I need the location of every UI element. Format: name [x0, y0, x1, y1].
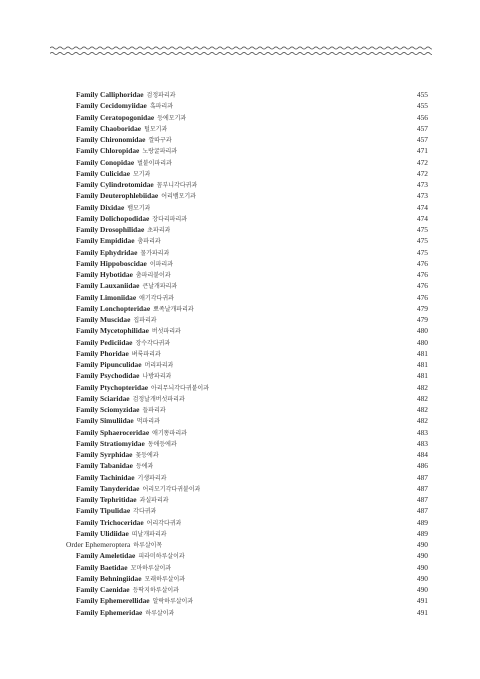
toc-korean-name: 장수각다귀과: [135, 339, 171, 347]
toc-page-number: 455: [416, 101, 428, 111]
toc-latin-name: Family Chloropidae: [76, 146, 140, 156]
toc-korean-name: 검정날개버섯파리과: [132, 395, 185, 403]
toc-page-number: 490: [416, 562, 428, 572]
toc-page-number: 489: [416, 528, 428, 538]
toc-family-row: [66, 202, 428, 213]
toc-family-row: [66, 607, 428, 618]
toc-latin-name: Family Tipulidae: [76, 506, 131, 516]
toc-korean-name: 모래하루살이과: [144, 575, 186, 583]
toc-latin-name: Family Hippoboscidae: [76, 258, 147, 268]
toc-latin-name: Family Empididae: [76, 236, 135, 246]
toc-latin-name: Family Baetidae: [76, 562, 128, 572]
toc-korean-name: 이파리과: [149, 260, 174, 268]
toc-page-number: 487: [416, 483, 428, 493]
toc-korean-name: 하루살이과: [145, 609, 175, 617]
toc-page-number: 456: [416, 112, 428, 122]
toc-latin-name: Family Behningiidae: [76, 573, 142, 583]
toc-page-number: 472: [416, 157, 428, 167]
decorative-wave-border: [50, 44, 432, 58]
toc-family-row: [66, 89, 428, 100]
toc-family-row: [66, 224, 428, 235]
toc-latin-name: Family Stratiomyidae: [76, 438, 145, 448]
toc-family-row: [66, 145, 428, 156]
toc-korean-name: 등딱지하루살이과: [132, 587, 179, 594]
toc-korean-name: 뱀모기과: [127, 204, 151, 212]
toc-page-number: 475: [416, 236, 428, 246]
toc-korean-name: 하루살이목: [133, 542, 163, 549]
toc-korean-name: 동애등에과: [147, 440, 177, 448]
toc-family-row: [66, 269, 428, 280]
toc-family-row: [66, 258, 428, 269]
toc-page-number: 487: [416, 495, 428, 504]
toc-family-row: [66, 303, 428, 314]
toc-latin-name: Family Muscidae: [76, 315, 131, 324]
toc-latin-name: Family Trichoceridae: [76, 517, 144, 527]
toc-page-number: 481: [416, 348, 428, 358]
toc-latin-name: Family Culicidae: [76, 168, 130, 178]
toc-page-number: 491: [416, 607, 428, 617]
toc-family-row: [66, 168, 428, 179]
toc-korean-name: 들파리과: [142, 407, 166, 414]
toc-korean-name: 어리모기각다귀붙이과: [142, 485, 201, 493]
toc-family-row: [66, 550, 428, 561]
toc-korean-name: 깔따구과: [148, 137, 172, 144]
toc-korean-name: 꼼부니각다귀과: [156, 182, 198, 189]
toc-latin-name: Family Dolichopodidae: [76, 213, 150, 223]
toc-korean-name: 어리뱀모기과: [161, 193, 196, 201]
toc-korean-name: 털모기과: [144, 125, 168, 133]
toc-page-number: 482: [416, 405, 428, 414]
toc-page-number: 487: [416, 472, 428, 482]
toc-korean-name: 장다리파리과: [152, 215, 188, 223]
toc-korean-name: 큰날개파리과: [142, 283, 178, 291]
toc-family-row: [66, 438, 428, 449]
toc-page-number: 476: [416, 258, 428, 268]
toc-family-row: [66, 573, 428, 584]
toc-family-row: [66, 325, 428, 336]
toc-entry-name: [66, 607, 174, 619]
toc-family-row: [66, 415, 428, 426]
toc-family-row: [66, 595, 428, 606]
toc-latin-name: Family Sciaridae: [76, 393, 130, 403]
toc-page-number: 476: [416, 292, 428, 302]
toc-latin-name: Family Chaoboridae: [76, 123, 142, 133]
toc-page-number: 489: [416, 517, 428, 527]
toc-page-number: 479: [416, 315, 428, 324]
toc-latin-name: Family Mycetophilidae: [76, 326, 149, 336]
toc-latin-name: Family Phoridae: [76, 348, 129, 358]
toc-korean-name: 벌붙이파리과: [137, 159, 172, 167]
toc-latin-name: Order Ephemeroptera: [66, 540, 131, 549]
toc-page-number: 484: [416, 450, 428, 459]
toc-family-row: [66, 449, 428, 460]
toc-latin-name: Family Pipunculidae: [76, 360, 142, 369]
toc-korean-name: 애기각다귀과: [139, 294, 174, 302]
toc-korean-name: 먹파리과: [136, 418, 160, 426]
toc-korean-name: 띠날개파리과: [131, 530, 167, 538]
toc-latin-name: Family Cecidomyiidae: [76, 101, 147, 111]
toc-family-row: [66, 157, 428, 168]
toc-family-row: [66, 348, 428, 359]
toc-korean-name: 피라미하루살이과: [138, 553, 185, 561]
toc-korean-name: 물가파리과: [140, 249, 170, 257]
toc-page-number: 481: [416, 360, 428, 369]
toc-page-number: 481: [416, 371, 428, 381]
toc-family-row: [66, 247, 428, 258]
toc-latin-name: Family Cylindrotomidae: [76, 180, 154, 189]
toc-page-number: 476: [416, 281, 428, 291]
toc-latin-name: Family Hybotidae: [76, 270, 133, 279]
toc-korean-name: 알락하루살이과: [152, 598, 194, 606]
toc-family-row: [66, 517, 428, 528]
toc-family-row: [66, 292, 428, 303]
toc-latin-name: Family Ephemerellidae: [76, 596, 150, 606]
toc-page-number: 482: [416, 393, 428, 403]
toc-family-row: [66, 505, 428, 516]
toc-korean-name: 각다귀과: [133, 508, 157, 516]
toc-page-number: 474: [416, 213, 428, 223]
toc-page-number: 482: [416, 382, 428, 392]
toc-page-number: 475: [416, 225, 428, 234]
toc-latin-name: Family Syrphidae: [76, 450, 133, 459]
toc-page-number: 487: [416, 506, 428, 516]
toc-family-row: [66, 337, 428, 348]
toc-latin-name: Family Dixidae: [76, 202, 125, 212]
toc-korean-name: 노랑굴파리과: [142, 148, 178, 156]
toc-page-number: 491: [416, 596, 428, 606]
toc-family-row: [66, 483, 428, 494]
toc-page-number: 483: [416, 427, 428, 437]
toc-korean-name: 춤파리붙이과: [135, 272, 171, 279]
toc-page-number: 490: [416, 573, 428, 583]
toc-family-row: [66, 179, 428, 190]
toc-family-row: [66, 472, 428, 483]
toc-page-number: 472: [416, 168, 428, 178]
toc-latin-name: Family Ptychopteridae: [76, 382, 149, 392]
toc-korean-name: 모기과: [133, 170, 151, 178]
toc-family-row: [66, 314, 428, 325]
toc-korean-name: 과실파리과: [139, 497, 169, 504]
toc-family-row: [66, 427, 428, 438]
toc-latin-name: Family Tabanidae: [76, 461, 133, 471]
toc-latin-name: Family Limoniidae: [76, 292, 137, 302]
toc-family-row: [66, 280, 428, 291]
toc-family-row: [66, 359, 428, 370]
toc-family-row: [66, 494, 428, 505]
toc-page-number: 471: [416, 146, 428, 156]
toc-latin-name: Family Sphaeroceridae: [76, 427, 150, 437]
toc-page-number: 476: [416, 270, 428, 279]
toc-page-number: 480: [416, 337, 428, 347]
toc-family-row: [66, 370, 428, 381]
toc-page-number: 473: [416, 180, 428, 189]
toc-page-number: 457: [416, 135, 428, 144]
toc-korean-name: 어리각다귀과: [146, 519, 182, 527]
toc-latin-name: Family Tanyderidae: [76, 483, 140, 493]
toc-family-row: [66, 213, 428, 224]
toc-latin-name: Family Lauxaniidae: [76, 281, 140, 291]
toc-family-row: [66, 235, 428, 246]
toc-page-number: 457: [416, 123, 428, 133]
toc-family-row: [66, 460, 428, 471]
toc-latin-name: Family Chironomidae: [76, 135, 146, 144]
toc-family-row: [66, 562, 428, 573]
toc-korean-name: 집파리과: [133, 317, 157, 324]
toc-latin-name: Family Simuliidae: [76, 416, 134, 426]
toc-page-number: 479: [416, 303, 428, 313]
toc-page-number: 480: [416, 326, 428, 336]
toc-family-row: [66, 112, 428, 123]
toc-korean-name: 머리파리과: [144, 362, 174, 369]
toc-korean-name: 검정파리과: [146, 92, 176, 99]
toc-family-row: [66, 528, 428, 539]
toc-family-row: [66, 382, 428, 393]
toc-latin-name: Family Ephemeridae: [76, 607, 143, 617]
toc-korean-name: 뾰족날개파리과: [153, 305, 194, 313]
toc-page-number: 473: [416, 191, 428, 201]
toc-korean-name: 버섯파리과: [151, 328, 181, 336]
toc-latin-name: Family Psychodidae: [76, 371, 140, 381]
toc-page-number: 474: [416, 202, 428, 212]
toc-family-row: [66, 393, 428, 404]
toc-page-number: 490: [416, 540, 428, 549]
toc-family-row: [66, 584, 428, 595]
toc-korean-name: 나방파리과: [142, 373, 172, 381]
toc-family-row: [66, 190, 428, 201]
toc-page-number: 475: [416, 247, 428, 257]
toc-korean-name: 등에모기과: [157, 114, 187, 122]
toc-latin-name: Family Pediciidae: [76, 337, 133, 347]
toc-order-row: [66, 539, 428, 550]
toc-page-number: 483: [416, 438, 428, 448]
toc-korean-name: 혹파리과: [149, 103, 174, 111]
toc-latin-name: Family Ameletidae: [76, 551, 136, 561]
toc-latin-name: Family Ephydridae: [76, 247, 138, 257]
toc-korean-name: 벼룩파리과: [131, 350, 161, 358]
toc-latin-name: Family Lonchopteridae: [76, 303, 151, 313]
toc-page-number: 455: [416, 90, 428, 99]
toc-latin-name: Family Ulidiidae: [76, 528, 129, 538]
toc-latin-name: Family Ceratopogonidae: [76, 112, 155, 122]
toc-family-row: [66, 404, 428, 415]
toc-page-number: 490: [416, 585, 428, 594]
toc-latin-name: Family Deuterophlebiidae: [76, 191, 159, 201]
toc-korean-name: 등에과: [135, 463, 154, 471]
toc-korean-name: 춤파리과: [137, 238, 161, 246]
toc-page-number: 482: [416, 416, 428, 426]
toc-latin-name: Family Caenidae: [76, 585, 130, 594]
toc-page-number: 486: [416, 461, 428, 471]
toc-latin-name: Family Calliphoridae: [76, 90, 144, 99]
toc-korean-name: 꽃등에과: [135, 452, 159, 459]
toc-family-row: [66, 100, 428, 111]
toc-korean-name: 꼬마하루살이과: [130, 564, 172, 572]
toc-latin-name: Family Tachinidae: [76, 472, 135, 482]
toc-page-number: 490: [416, 551, 428, 561]
toc-korean-name: 초파리과: [147, 227, 171, 234]
toc-family-row: [66, 123, 428, 134]
toc-korean-name: 아리무늬각다귀붙이과: [151, 384, 210, 392]
toc-latin-name: Family Drosophilidae: [76, 225, 145, 234]
toc-latin-name: Family Tephritidae: [76, 495, 137, 504]
toc-korean-name: 애기똥파리과: [152, 429, 187, 437]
toc-latin-name: Family Sciomyzidae: [76, 405, 140, 414]
table-of-contents: [66, 89, 428, 618]
toc-family-row: [66, 134, 428, 145]
toc-latin-name: Family Conopidae: [76, 157, 135, 167]
toc-korean-name: 기생파리과: [137, 474, 167, 482]
